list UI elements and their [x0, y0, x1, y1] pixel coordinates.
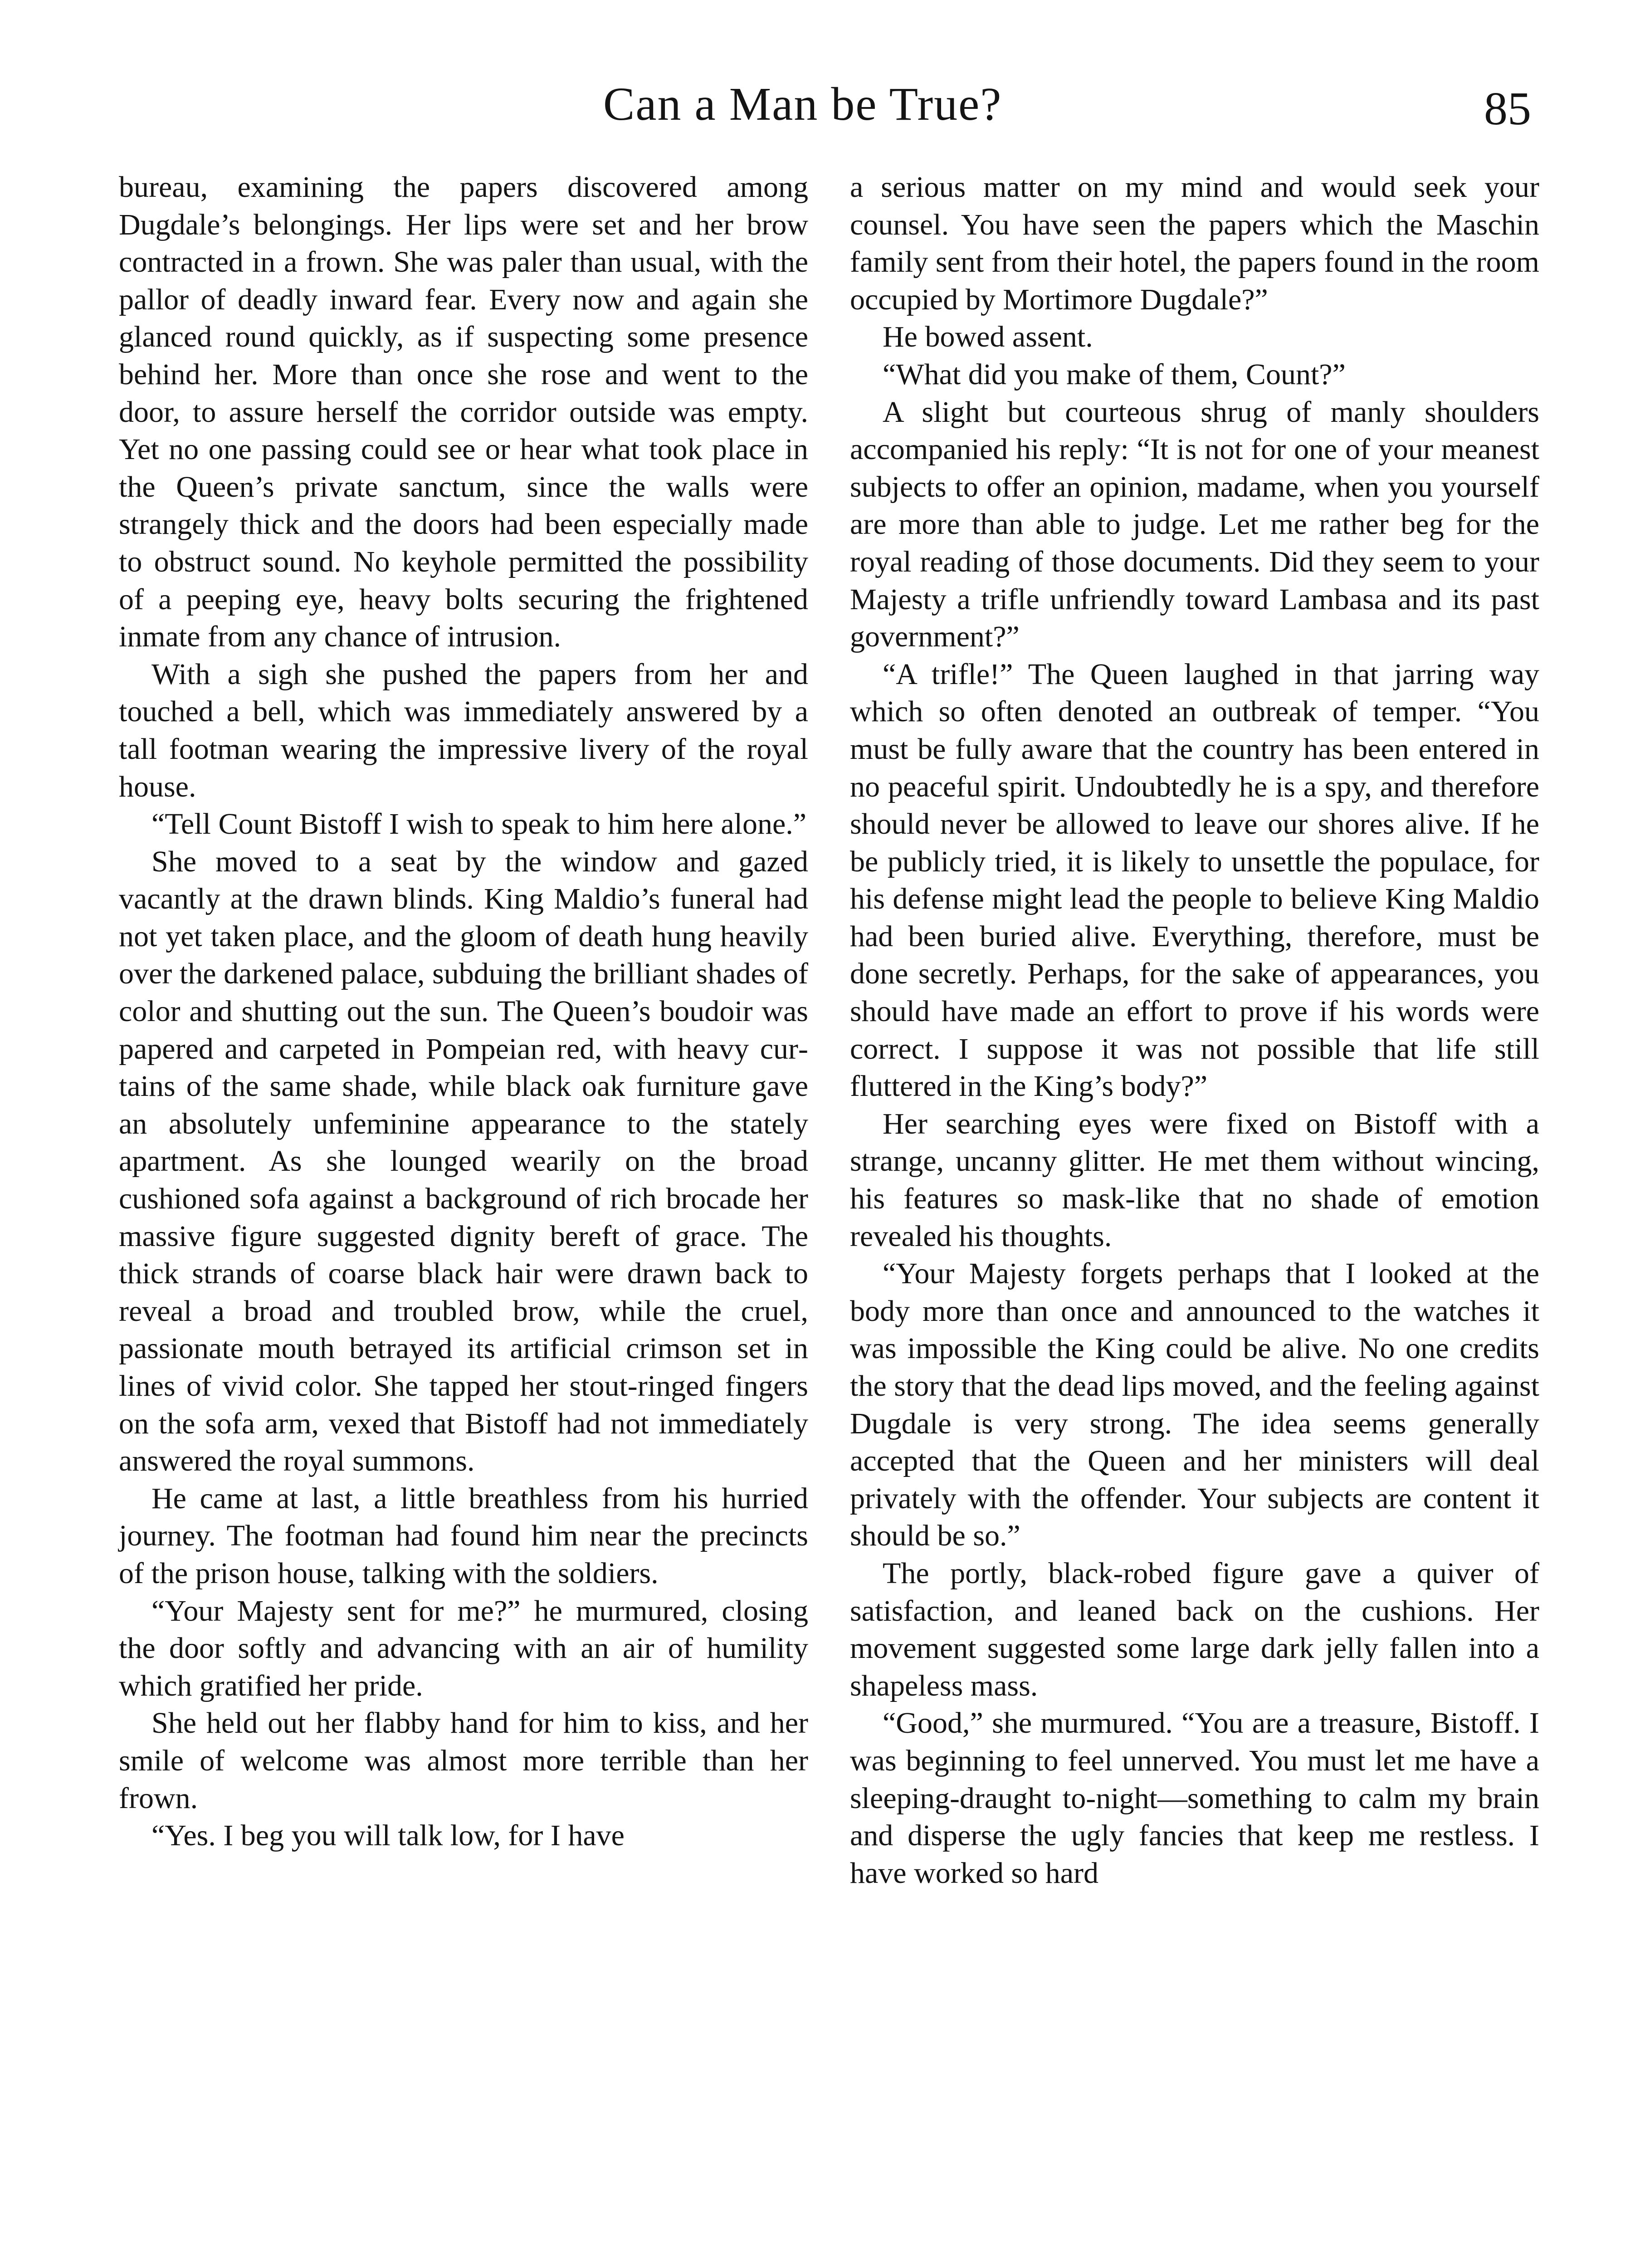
paragraph: “What did you make of them, Count?” — [883, 357, 1346, 391]
left-column — [119, 169, 808, 1855]
paragraph: “Good,” she murmured. “You are a treasure, Bistoff. I was beginning to feel unnerved. You must let me have a sleeping-draught to-night—something to calm my brain and disperse the ugly fancies that keep me restless. I have worked so hard — [850, 1706, 1539, 1890]
running-head — [0, 73, 1640, 136]
page-number: 85 — [1484, 83, 1531, 135]
paragraph: A slight but courteous shrug of manly shoulders accompanied his reply: “It is not for one of your meanest subjects to offer an opinion, madame, when you yourself are more than able to judge. Let me rather beg for the royal reading of those documents. Did they seem to your Majesty a trifle unfriendly toward Lambasa and its past government?” — [850, 395, 1539, 654]
paragraph: “Yes. I beg you will talk low, for I have — [151, 1819, 625, 1853]
paragraph: “Your Majesty forgets perhaps that I looked at the body more than once and announced to the watches it was impossible the King could be alive. No one credits the story that the dead lips moved, and the feeling against Dugdale is very strong. The idea seems generally accepted that the Queen and her ministers will deal privately with the offender. Your subjects are content it should be so.” — [850, 1257, 1539, 1553]
paragraph: “A trifle!” The Queen laughed in that jarring way which so often denoted an outbreak of temper. “You must be fully aware that the country has been entered in no peaceful spirit. Undoubtedly he is a spy, and therefore should never be allowed to leave our shores alive. If he be publicly tried, it is likely to unsettle the populace, for his defense might lead the people to believe King Maldio had been buried alive. Everything, therefore, must be done secretly. Perhaps, for the sake of appearances, you should have made an effort to prove if his words were correct. I suppose it was not possible that life still fluttered in the King’s body?” — [850, 657, 1539, 1103]
paragraph: With a sigh she pushed the papers from her and touched a bell, which was immediately answered by a tall footman wearing the impressive livery of the royal house. — [119, 657, 808, 803]
paragraph: Her searching eyes were fixed on Bistoff with a strange, uncanny glitter. He met them without wincing, his features so mask-like that no shade of emotion revealed his thoughts. — [850, 1107, 1539, 1253]
paragraph: He bowed assent. — [883, 320, 1093, 354]
right-column — [850, 169, 1539, 1892]
paragraph: He came at last, a little breathless from his hurried journey. The footman had found him near the precincts of the prison house, talking with the soldiers. — [119, 1481, 808, 1590]
paragraph: “Your Majesty sent for me?” he murmured, closing the door softly and advancing with an air of humility which gratified her pride. — [119, 1594, 808, 1702]
paragraph: “Tell Count Bistoff I wish to speak to him here alone.” — [151, 807, 807, 841]
paragraph: a serious matter on my mind and would seek your counsel. You have seen the papers which the Maschin family sent from their hotel, the papers found in the room occupied by Mortimore Dugdale?” — [850, 171, 1539, 316]
paragraph: She moved to a seat by the window and gazed vacantly at the drawn blinds. King Maldio’s funeral had not yet taken place, and the gloom of death hung heavily over the darkened palace, subduing the brilliant shades of color and shutting out the sun. The Queen’s boudoir was papered and carpeted in Pompeian red, with heavy curtains of the same shade, while black oak furniture gave an absolutely unfeminine appearance to the stately apartment. As she lounged wearily on the broad cushioned sofa against a background of rich brocade her massive figure suggested dignity bereft of grace. The thick strands of coarse black hair were drawn back to reveal a broad and troubled brow, while the cruel, passionate mouth betrayed its artificial crimson set in lines of vivid color. She tapped her stout-ringed fingers on the sofa arm, vexed that Bistoff had not immediately answered the royal summons. — [119, 845, 808, 1478]
paragraph: The portly, black-robed figure gave a quiver of satisfaction, and leaned back on the cushions. Her movement suggested some large dark jelly fallen into a shapeless mass. — [850, 1556, 1539, 1702]
paragraph: bureau, examining the papers discovered among Dugdale’s belongings. Her lips were set and her brow contracted in a frown. She was paler than usual, with the pallor of deadly inward fear. Every now and again she glanced round quickly, as if suspecting some presence behind her. More than once she rose and went to the door, to assure herself the corridor outside was empty. Yet no one passing could see or hear what took place in the Queen’s private sanctum, since the walls were strangely thick and the doors had been especially made to obstruct sound. No keyhole permitted the possibility of a peeping eye, heavy bolts securing the frightened inmate from any chance of intrusion. — [119, 171, 808, 654]
running-title: Can a Man be True? — [603, 78, 1002, 130]
paragraph: She held out her flabby hand for him to kiss, and her smile of welcome was almost more terrible than her frown. — [119, 1706, 808, 1815]
